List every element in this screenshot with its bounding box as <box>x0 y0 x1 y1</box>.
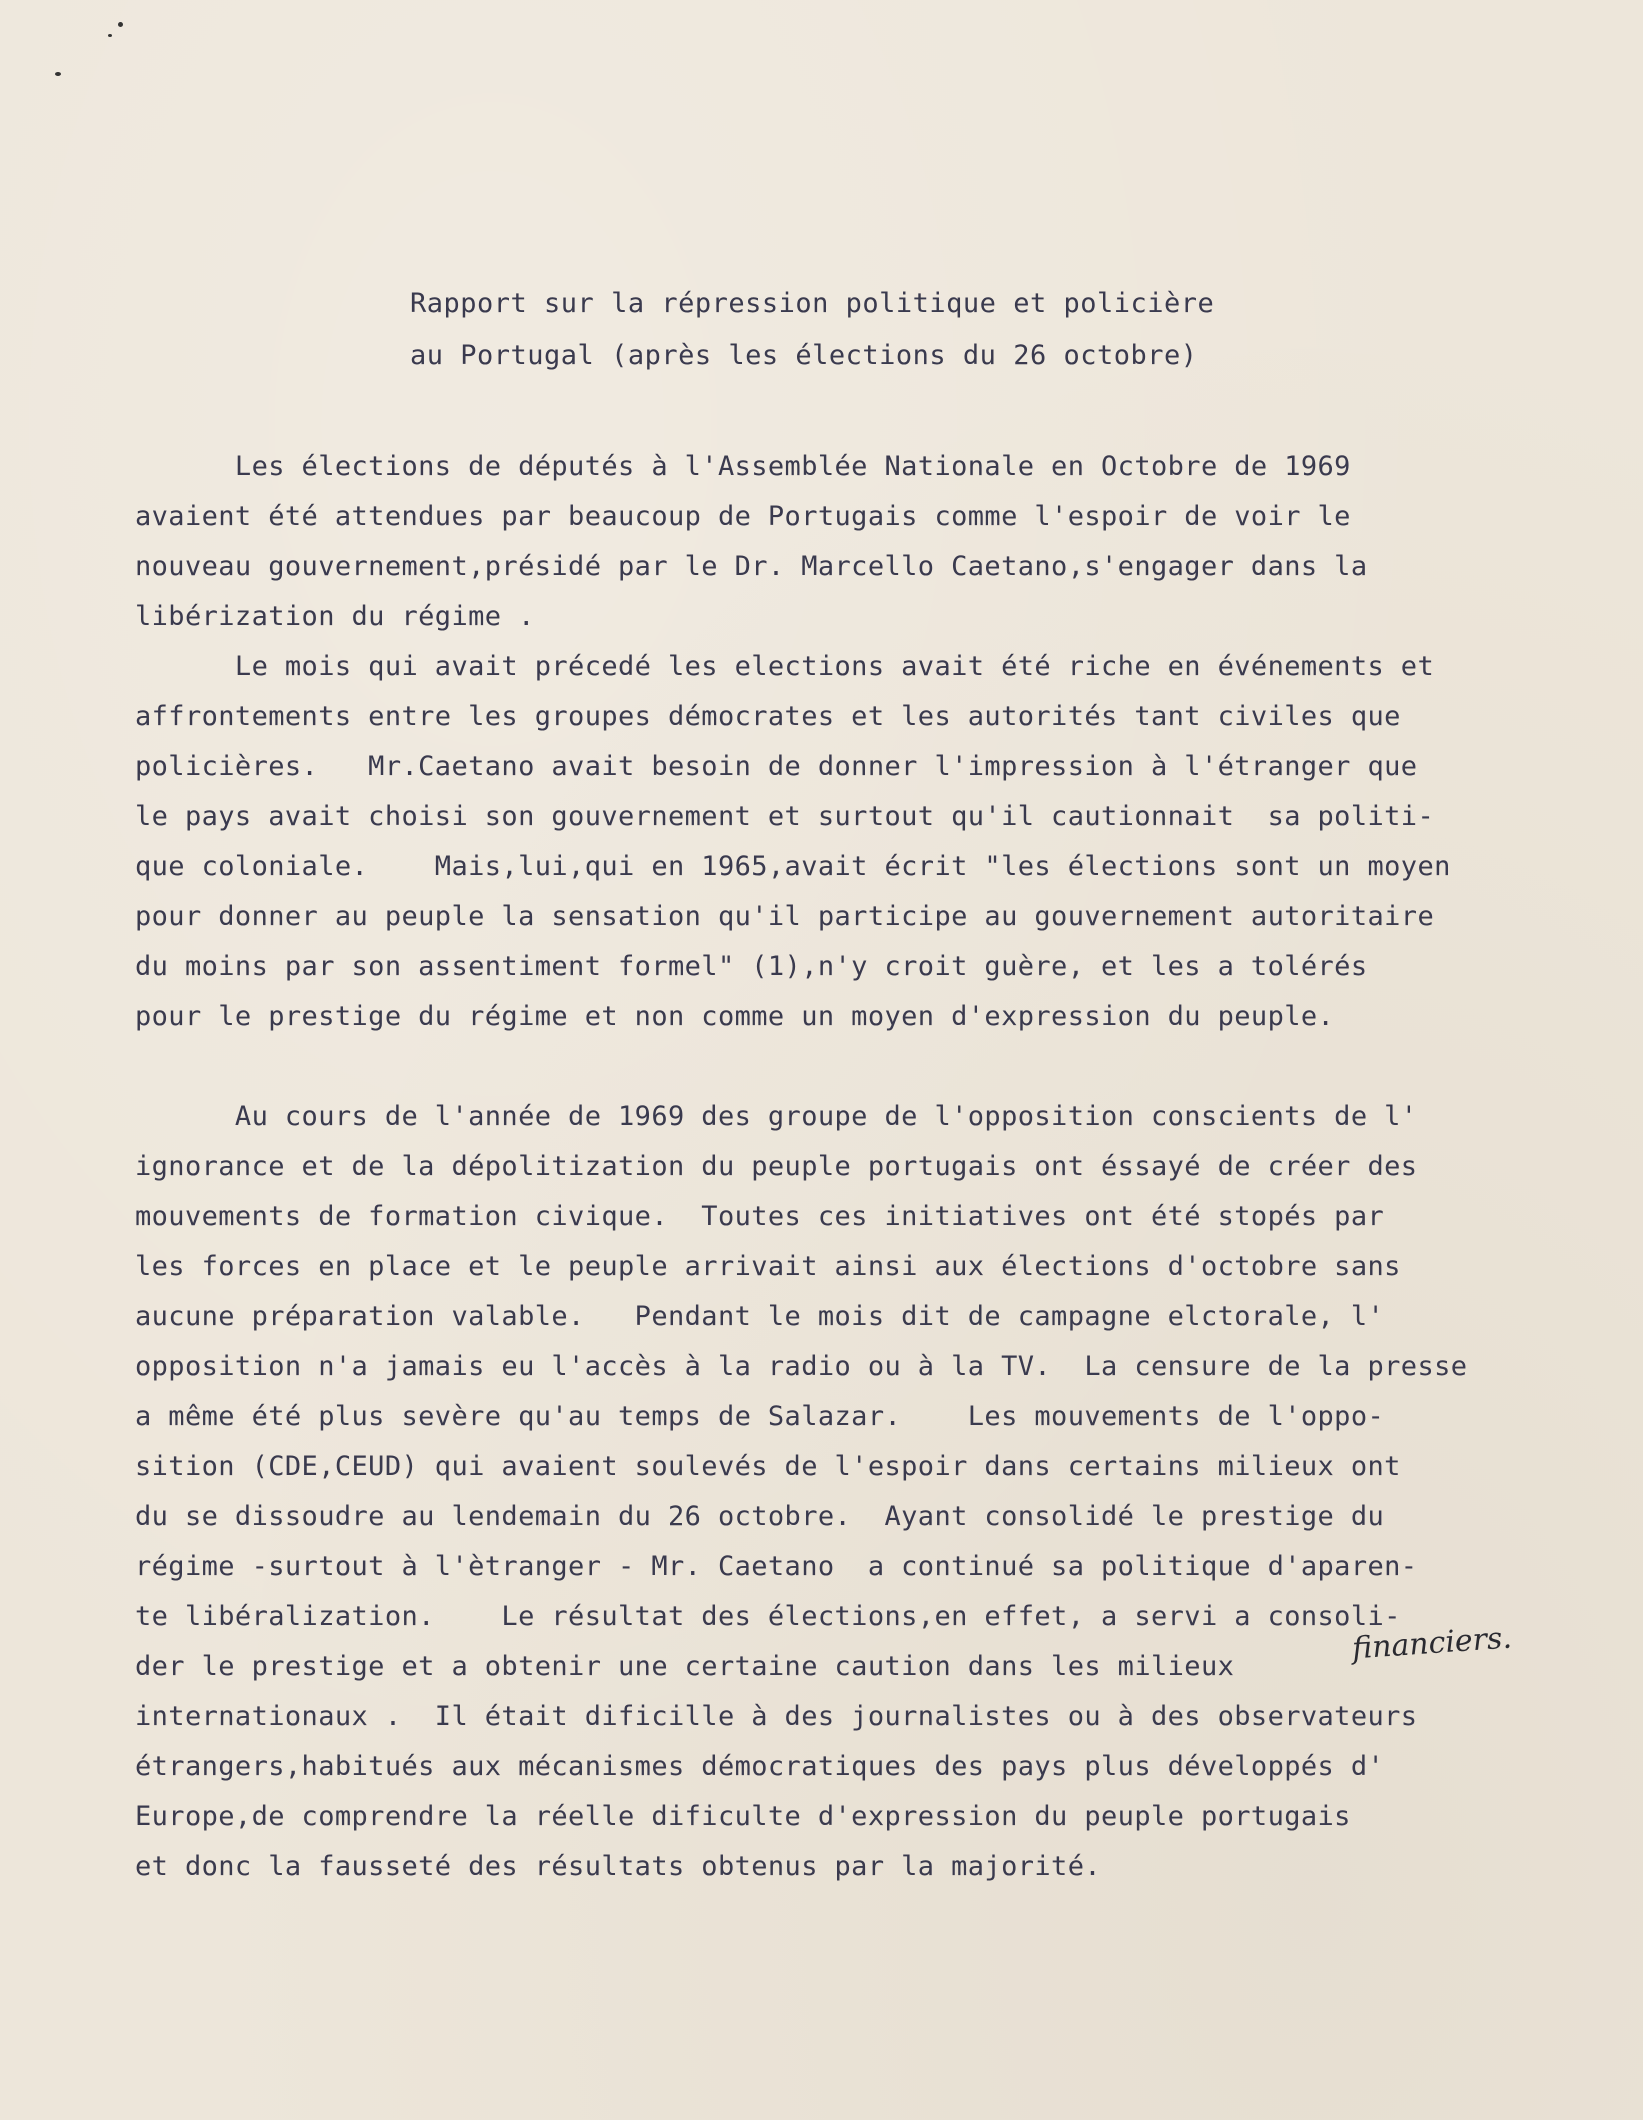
ink-speck <box>118 22 123 27</box>
text-line: du moins par son assentiment formel" (1),n'y croit guère, et les a tolérés <box>135 951 1368 982</box>
ink-speck <box>108 34 112 37</box>
ink-speck <box>55 72 61 76</box>
text-line: du se dissoudre au lendemain du 26 octobre. Ayant consolidé le prestige du <box>135 1501 1385 1532</box>
text-line: opposition n'a jamais eu l'accès à la radio ou à la TV. La censure de la presse <box>135 1351 1468 1382</box>
text-line: libérization du régime . <box>135 601 535 632</box>
text-line: Les élections de députés à l'Assemblée Nationale en Octobre de 1969 <box>135 451 1351 482</box>
text-line: affrontements entre les groupes démocrates et les autorités tant civiles que <box>135 701 1401 732</box>
document-title <box>410 278 1310 382</box>
text-line: le pays avait choisi son gouvernement et surtout qu'il cautionnait sa politi- <box>135 801 1435 832</box>
paragraph-2 <box>135 1092 1575 1892</box>
title-line-1: Rapport sur la répression politique et policière <box>410 288 1215 319</box>
text-line: Au cours de l'année de 1969 des groupe de l'opposition conscients de l' <box>135 1101 1418 1132</box>
text-line: et donc la fausseté des résultats obtenus par la majorité. <box>135 1851 1102 1882</box>
text-line: te libéralization. Le résultat des élections,en effet, a servi a consoli- <box>135 1601 1401 1632</box>
title-line-2: au Portugal (après les élections du 26 octobre) <box>410 340 1198 371</box>
text-line: der le prestige et a obtenir une certaine caution dans les milieux <box>135 1651 1251 1682</box>
text-line: que coloniale. Mais,lui,qui en 1965,avait écrit "les élections sont un moyen <box>135 851 1451 882</box>
text-line: nouveau gouvernement,présidé par le Dr. Marcello Caetano,s'engager dans la <box>135 551 1368 582</box>
text-line: aucune préparation valable. Pendant le mois dit de campagne elctorale, l' <box>135 1301 1385 1332</box>
text-line: étrangers,habitués aux mécanismes démocratiques des pays plus développés d' <box>135 1751 1385 1782</box>
text-line: internationaux . Il était dificille à des journalistes ou à des observateurs <box>135 1701 1418 1732</box>
text-line: régime -surtout à l'ètranger - Mr. Caetano a continué sa politique d'aparen- <box>135 1551 1418 1582</box>
text-line: policières. Mr.Caetano avait besoin de donner l'impression à l'étranger que <box>135 751 1418 782</box>
text-line: Le mois qui avait précedé les elections avait été riche en événements et <box>135 651 1435 682</box>
text-line: avaient été attendues par beaucoup de Portugais comme l'espoir de voir le <box>135 501 1351 532</box>
text-line: Europe,de comprendre la réelle dificulte d'expression du peuple portugais <box>135 1801 1351 1832</box>
text-line: pour le prestige du régime et non comme un moyen d'expression du peuple. <box>135 1001 1335 1032</box>
text-line: sition (CDE,CEUD) qui avaient soulevés de l'espoir dans certains milieux ont <box>135 1451 1401 1482</box>
text-line: les forces en place et le peuple arrivait ainsi aux élections d'octobre sans <box>135 1251 1401 1282</box>
text-line: mouvements de formation civique. Toutes ces initiatives ont été stopés par <box>135 1201 1385 1232</box>
text-line: pour donner au peuple la sensation qu'il participe au gouvernement autoritaire <box>135 901 1435 932</box>
text-line: ignorance et de la dépolitization du peuple portugais ont éssayé de créer des <box>135 1151 1418 1182</box>
handwritten-annotation: financiers. <box>1350 1620 1513 1667</box>
text-line: a même été plus sevère qu'au temps de Salazar. Les mouvements de l'oppo- <box>135 1401 1385 1432</box>
paragraph-1 <box>135 442 1575 1042</box>
